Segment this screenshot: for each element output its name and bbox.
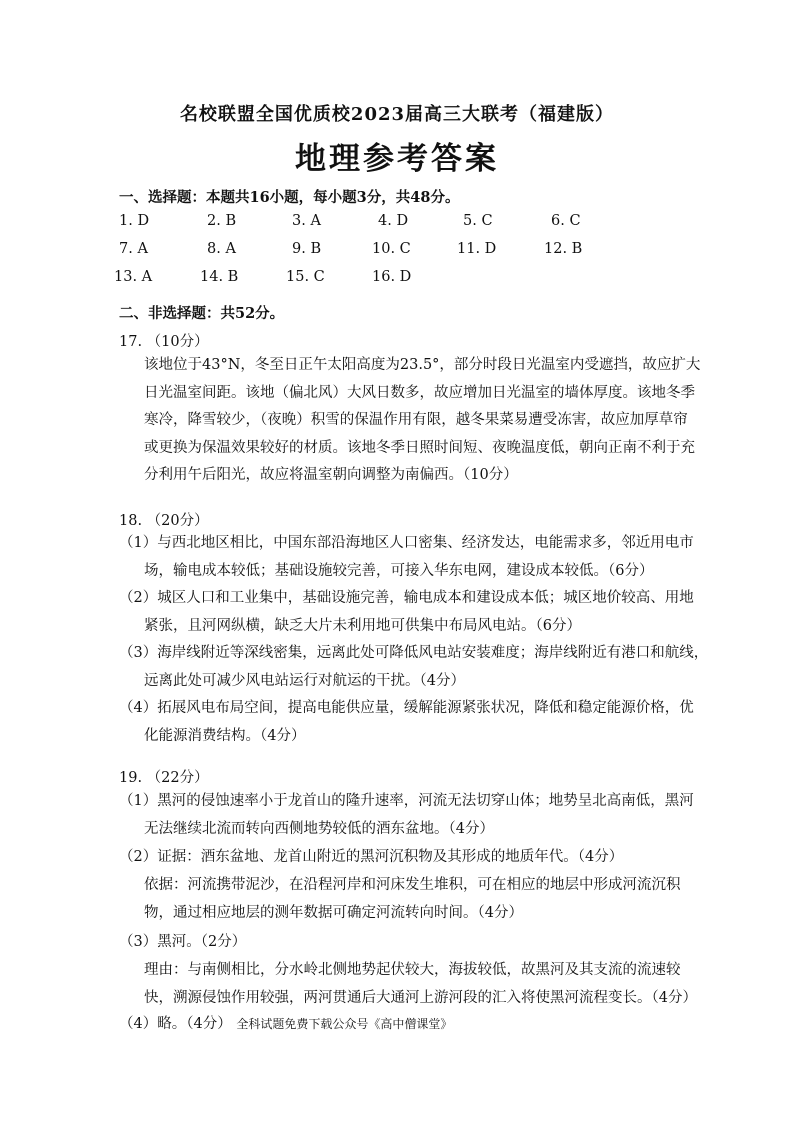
answer-line: 寒冷，降雪较少，（夜晚）积雪的保温作用有限，越冬果菜易遭受冻害，故应加厚草帘	[144, 412, 688, 428]
answer-line: （3）海岸线附近等深线密集，远离此处可降低风电站安装难度；海岸线附近有港口和航线，	[119, 645, 709, 661]
question-17-answer	[144, 352, 700, 490]
answer-line: 该地位于43°N，冬至日正午太阳高度为23.5°，部分时段日光温室内受遮挡，故应扩大	[144, 357, 701, 373]
question-19-item-1	[119, 788, 694, 843]
answer-line: 无法继续北流而转向西侧地势较低的酒东盆地。（4分）	[144, 820, 494, 837]
mcq-answer: 10. C	[372, 241, 411, 257]
question-18-item-1	[119, 530, 694, 585]
answer-line: 紧张，且河网纵横，缺乏大片未利用地可供集中布局风电站。（6分）	[144, 617, 581, 634]
question-18-label: 18. （20分）	[119, 513, 209, 529]
exam-title: 名校联盟全国优质校2023届高三大联考（福建版）	[179, 104, 615, 125]
mcq-answer: 8. A	[207, 241, 236, 257]
question-19-item-3-reason	[144, 957, 697, 1012]
answer-line: （1）黑河的侵蚀速率小于龙首山的隆升速率，河流无法切穿山体；地势呈北高南低，黑河	[119, 793, 694, 809]
answer-line: 分利用午后阳光，故应将温室朝向调整为南偏西。（10分）	[144, 467, 518, 483]
mcq-answer: 11. D	[457, 241, 497, 257]
mcq-answer: 14. B	[200, 269, 239, 285]
answer-line: （2）城区人口和工业集中，基础设施完善，输电成本和建设成本低；城区地价较高、用地	[119, 590, 694, 606]
question-19-item-4-row	[119, 1012, 452, 1033]
question-18-item-2	[119, 585, 694, 640]
mcq-answer: 12. B	[544, 241, 583, 257]
answer-line: 理由：与南侧相比，分水岭北侧地势起伏较大，海拔较低，故黑河及其支流的流速较	[144, 962, 681, 978]
answer-line: 物，通过相应地层的测年数据可确定河流转向时间。（4分）	[144, 904, 523, 921]
mcq-answer: 2. B	[207, 213, 237, 229]
question-19-item-2-evidence: （2）证据：酒东盆地、龙首山附近的黑河沉积物及其形成的地质年代。（4分）	[119, 849, 624, 865]
answer-line: 或更换为保温效果较好的材质。该地冬季日照时间短、夜晚温度低，朝向正南不利于充	[144, 439, 695, 456]
mcq-answer: 1. D	[119, 213, 150, 229]
answer-line: 快，溯源侵蚀作用较强，两河贯通后大通河上游河段的汇入将使黑河流程变长。（4分）	[144, 989, 697, 1006]
answer-line: 化能源消费结构。（4分）	[144, 727, 306, 744]
mcq-answer: 5. C	[463, 213, 493, 229]
question-19-item-3: （3）黑河。（2分）	[119, 934, 247, 950]
question-19-item-2-basis	[144, 872, 681, 927]
section1-heading: 一、选择题：本题共16小题，每小题3分，共48分。	[119, 189, 460, 206]
section2-heading: 二、非选择题：共52分。	[119, 305, 285, 322]
mcq-answer: 15. C	[286, 269, 325, 285]
mcq-answer: 3. A	[292, 213, 321, 229]
answer-line: 场，输电成本较低；基础设施较完善，可接入华东电网，建设成本较低。（6分）	[144, 562, 654, 579]
mcq-answer: 9. B	[292, 241, 322, 257]
mcq-answer: 13. A	[114, 269, 153, 285]
mcq-answer: 16. D	[372, 269, 412, 285]
mcq-answer: 7. A	[119, 241, 148, 257]
question-19-label: 19. （22分）	[119, 770, 209, 786]
question-17-label: 17. （10分）	[119, 334, 209, 350]
mcq-answer: 4. D	[378, 213, 409, 229]
answer-line: 日光温室间距。该地（偏北风）大风日数多，故应增加日光温室的墙体厚度。该地冬季	[144, 384, 695, 401]
answer-line: （4）拓展风电布局空间，提高电能供应量，缓解能源紧张状况，降低和稳定能源价格，优	[119, 700, 694, 716]
footer-note: 全科试题免费下载公众号《高中僧课堂》	[236, 1017, 453, 1031]
mcq-answer: 6. C	[551, 213, 581, 229]
question-18-item-3	[119, 640, 708, 695]
question-18-item-4	[119, 695, 694, 750]
page-title: 地理参考答案	[295, 141, 499, 177]
question-19-item-4: （4）略。（4分）	[119, 1016, 232, 1032]
answer-line: 依据：河流携带泥沙，在沿程河岸和河床发生堆积，可在相应的地层中形成河流沉积	[144, 877, 681, 893]
answer-line: 远离此处可减少风电站运行对航运的干扰。（4分）	[144, 672, 465, 689]
answer-line: （1）与西北地区相比，中国东部沿海地区人口密集、经济发达，电能需求多，邻近用电市	[119, 535, 694, 551]
